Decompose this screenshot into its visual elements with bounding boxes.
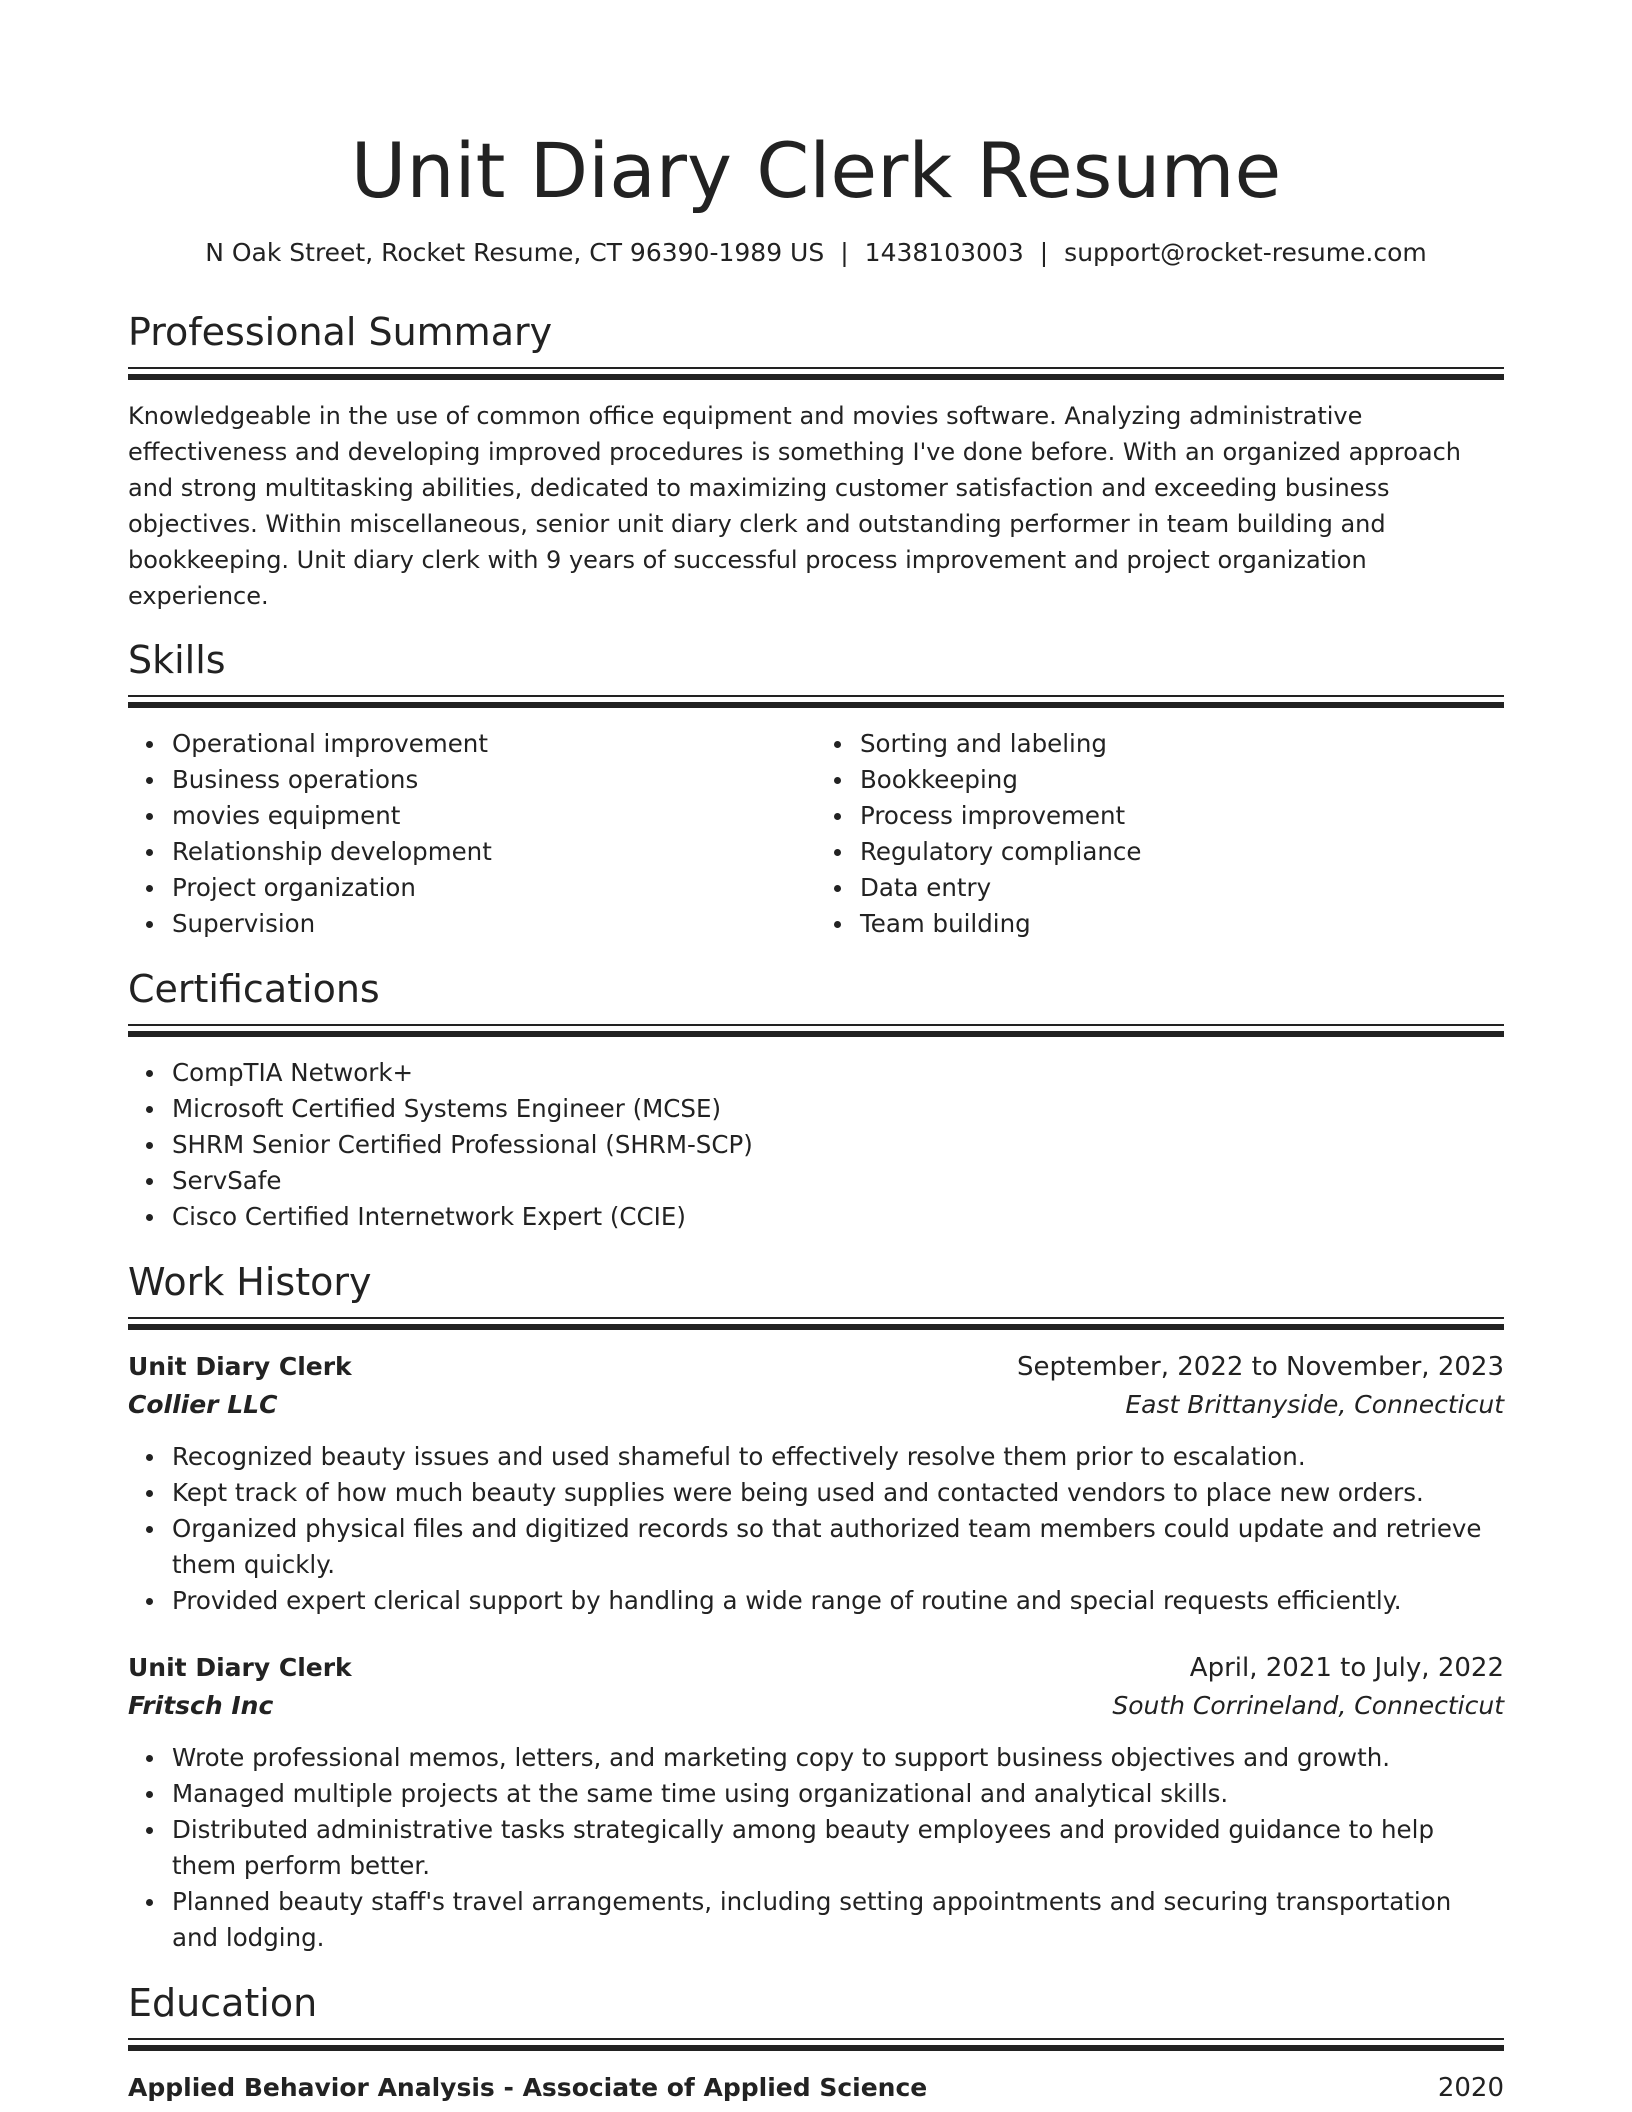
list-item: Sorting and labeling [860,726,1504,762]
section-title-certifications: Certifications [128,967,380,1011]
list-item: Microsoft Certified Systems Engineer (MCSE) [172,1091,1504,1127]
separator: | [1039,238,1049,267]
job-location: East Brittanyside, Connecticut [1125,1390,1504,1419]
education-year: 2020 [1437,2073,1504,2103]
section-title-summary: Professional Summary [128,310,553,354]
skills-grid [128,726,1504,942]
job-dates: April, 2021 to July, 2022 [1189,1653,1504,1683]
section-title-education: Education [128,1981,318,2025]
section-divider [128,695,1504,708]
certifications-list [128,1055,1504,1235]
list-item: Organized physical files and digitized records so that authorized team members could update and retrieve them quickly. [172,1511,1504,1583]
job-bullets [128,1740,1504,1956]
address: N Oak Street, Rocket Resume, CT 96390-1989 US [205,238,825,267]
list-item: Team building [860,906,1504,942]
list-item: Business operations [172,762,816,798]
list-item: Recognized beauty issues and used shameful to effectively resolve them prior to escalation. [172,1439,1504,1475]
list-item: Planned beauty staff's travel arrangements, including setting appointments and securing transportation and lodging. [172,1884,1504,1956]
list-item: Supervision [172,906,816,942]
list-item: Bookkeeping [860,762,1504,798]
education-degree: Applied Behavior Analysis - Associate of Applied Science [128,2073,928,2102]
education-section [128,1978,1504,2107]
education-entry [128,2069,1504,2107]
skills-list-right [816,726,1504,942]
job-location: South Corrineland, Connecticut [1112,1691,1504,1720]
skills-section [128,635,1504,942]
section-divider [128,2038,1504,2051]
section-title-work-history: Work History [128,1260,372,1304]
summary-text: Knowledgeable in the use of common office equipment and movies software. Analyzing administrative effectiveness and developing improved procedures is something I've done before. With an organized approach and strong multitasking abilities, dedicated to maximizing customer satisfaction and exceeding business objectives. Within miscellaneous, senior unit diary clerk and outstanding performer in team building and bookkeeping. Unit diary clerk with 9 years of successful process improvement and project organization experience. [128,402,1461,610]
list-item: Regulatory compliance [860,834,1504,870]
job-title: Unit Diary Clerk [128,1653,352,1682]
list-item: Provided expert clerical support by handling a wide range of routine and special requests efficiently. [172,1583,1504,1619]
summary-section [128,307,1504,614]
list-item: Project organization [172,870,816,906]
work-history-section [128,1257,1504,1956]
job-subheader [128,1386,1504,1424]
job-company: Collier LLC [128,1390,278,1419]
list-item: Relationship development [172,834,816,870]
job-entry [128,1649,1504,1956]
section-divider [128,367,1504,380]
list-item: movies equipment [172,798,816,834]
job-company: Fritsch Inc [128,1691,274,1720]
list-item: Cisco Certified Internetwork Expert (CCIE) [172,1199,1504,1235]
certifications-section [128,964,1504,1235]
list-item: Process improvement [860,798,1504,834]
job-entry [128,1348,1504,1619]
job-dates: September, 2022 to November, 2023 [1017,1352,1504,1382]
section-title-skills: Skills [128,638,226,682]
contact-line [128,236,1504,270]
job-bullets [128,1439,1504,1619]
job-header [128,1649,1504,1687]
separator: | [840,238,849,267]
skills-list-left [128,726,816,942]
list-item: SHRM Senior Certified Professional (SHRM-SCP) [172,1127,1504,1163]
list-item: Data entry [860,870,1504,906]
job-title: Unit Diary Clerk [128,1352,352,1381]
list-item: ServSafe [172,1163,1504,1199]
list-item: Kept track of how much beauty supplies were being used and contacted vendors to place new orders. [172,1475,1504,1511]
list-item: Managed multiple projects at the same time using organizational and analytical skills. [172,1776,1504,1812]
email-link[interactable]: support@rocket-resume.com [1064,238,1427,267]
resume-title: Unit Diary Clerk Resume [350,126,1282,215]
list-item: Distributed administrative tasks strategically among beauty employees and provided guidance to help them perform better. [172,1812,1504,1884]
resume-page [128,0,1504,2107]
job-header [128,1348,1504,1386]
list-item: CompTIA Network+ [172,1055,1504,1091]
section-divider [128,1317,1504,1330]
list-item: Operational improvement [172,726,816,762]
section-divider [128,1024,1504,1037]
job-subheader [128,1687,1504,1725]
list-item: Wrote professional memos, letters, and marketing copy to support business objectives and growth. [172,1740,1504,1776]
phone: 1438103003 [864,238,1024,267]
